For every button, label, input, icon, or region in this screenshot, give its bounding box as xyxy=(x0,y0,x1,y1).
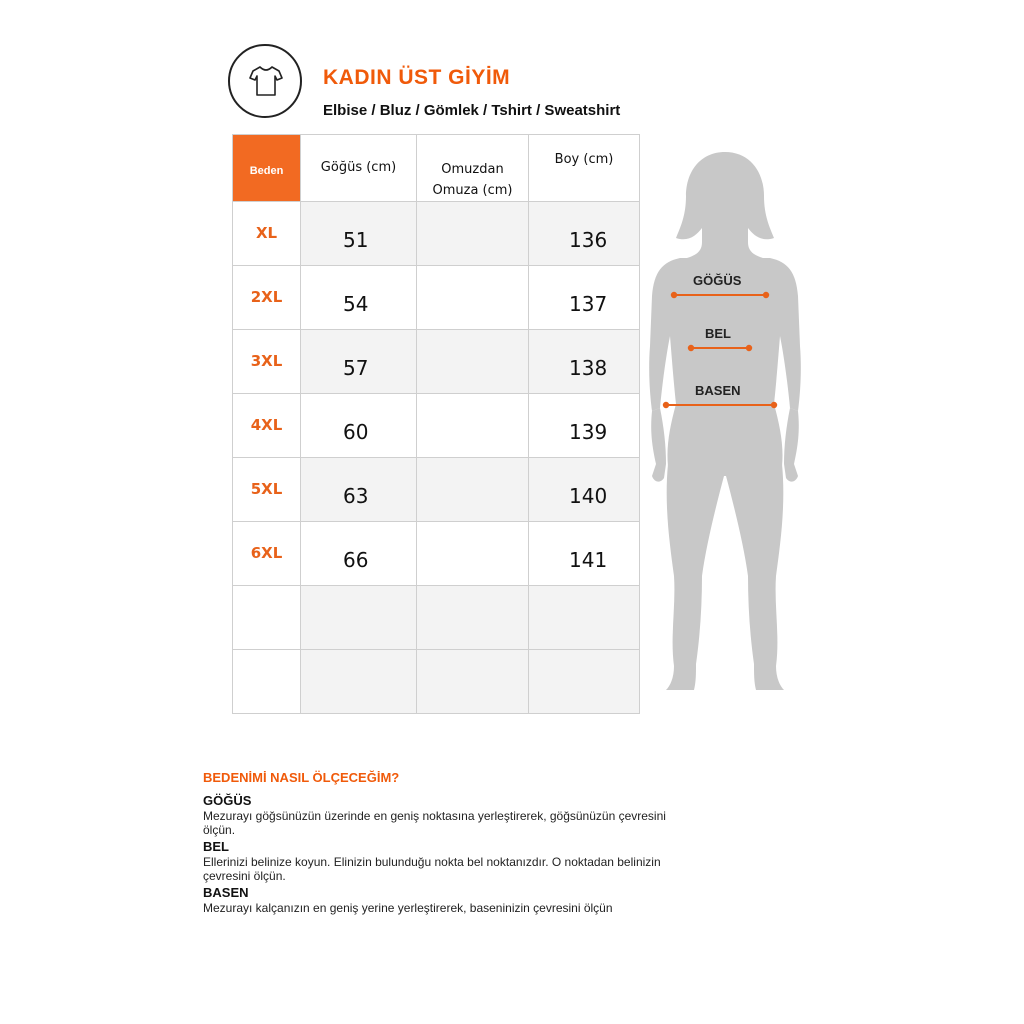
size-label: 6XL xyxy=(250,544,283,562)
gogus-cell xyxy=(301,330,417,394)
empty-cell xyxy=(529,586,640,650)
gogus-cell xyxy=(301,458,417,522)
size-cell xyxy=(233,330,301,394)
header-beden xyxy=(233,135,301,202)
size-label: 3XL xyxy=(250,352,283,370)
gogus-cell xyxy=(301,394,417,458)
woman-silhouette-icon xyxy=(640,146,810,694)
empty-cell xyxy=(417,650,529,714)
boy-cell xyxy=(529,522,640,586)
boy-value: 139 xyxy=(569,420,608,444)
boy-value: 141 xyxy=(569,548,608,572)
omuz-cell xyxy=(417,458,529,522)
waist-label: BEL xyxy=(705,326,731,341)
size-label: 4XL xyxy=(250,416,283,434)
omuz-value xyxy=(417,266,528,292)
size-label: 5XL xyxy=(250,480,283,498)
guide-section-title: BEL xyxy=(203,839,229,854)
boy-value: 138 xyxy=(569,356,608,380)
omuz-cell xyxy=(417,266,529,330)
guide-section-text: Mezurayı kalçanızın en geniş yerine yerleştirerek, baseninizin çevresini ölçün xyxy=(203,901,613,915)
header-label: Göğüs (cm) xyxy=(320,160,397,175)
omuz-value xyxy=(417,522,528,548)
empty-cell xyxy=(301,586,417,650)
size-table xyxy=(232,134,640,714)
omuz-cell xyxy=(417,202,529,266)
table-row xyxy=(233,266,640,330)
header-label: Omuzdan Omuza (cm) xyxy=(432,162,513,198)
gogus-value: 51 xyxy=(343,228,369,252)
size-cell xyxy=(233,458,301,522)
gogus-cell xyxy=(301,522,417,586)
size-cell xyxy=(233,266,301,330)
chest-label: GÖĞÜS xyxy=(693,273,742,288)
tshirt-logo xyxy=(228,44,302,118)
hip-label: BASEN xyxy=(695,383,741,398)
gogus-value: 57 xyxy=(343,356,369,380)
size-label: XL xyxy=(255,224,278,242)
size-cell xyxy=(233,202,301,266)
header-omuz xyxy=(417,135,529,202)
empty-cell xyxy=(417,586,529,650)
table-row xyxy=(233,458,640,522)
guide-question: BEDENİMİ NASIL ÖLÇECEĞİM? xyxy=(203,770,400,785)
boy-cell xyxy=(529,394,640,458)
gogus-value: 54 xyxy=(343,292,369,316)
guide-section-title: BASEN xyxy=(203,885,249,900)
table-row-empty xyxy=(233,586,640,650)
omuz-cell xyxy=(417,394,529,458)
page-title: KADIN ÜST GİYİM xyxy=(323,66,511,89)
body-silhouette xyxy=(640,146,810,699)
table-row xyxy=(233,394,640,458)
table-row xyxy=(233,202,640,266)
table-row xyxy=(233,330,640,394)
boy-cell xyxy=(529,202,640,266)
omuz-value xyxy=(417,202,528,228)
omuz-value xyxy=(417,394,528,420)
boy-value: 136 xyxy=(569,228,608,252)
page-subtitle: Elbise / Bluz / Gömlek / Tshirt / Sweatshirt xyxy=(323,102,621,119)
gogus-value: 66 xyxy=(343,548,369,572)
boy-cell xyxy=(529,458,640,522)
size-table-header xyxy=(233,135,640,202)
header-boy xyxy=(529,135,640,202)
boy-value: 140 xyxy=(569,484,608,508)
tshirt-icon xyxy=(248,64,284,98)
boy-cell xyxy=(529,330,640,394)
size-cell xyxy=(233,522,301,586)
guide-section-title: GÖĞÜS xyxy=(203,793,252,808)
empty-cell xyxy=(529,650,640,714)
table-row xyxy=(233,522,640,586)
gogus-cell xyxy=(301,202,417,266)
header-label: Boy (cm) xyxy=(554,152,614,167)
empty-cell xyxy=(233,650,301,714)
empty-cell xyxy=(233,586,301,650)
boy-cell xyxy=(529,266,640,330)
boy-value: 137 xyxy=(569,292,608,316)
size-label: 2XL xyxy=(250,288,283,306)
gogus-cell xyxy=(301,266,417,330)
omuz-cell xyxy=(417,522,529,586)
size-cell xyxy=(233,394,301,458)
omuz-value xyxy=(417,458,528,484)
header-gogus xyxy=(301,135,417,202)
omuz-value xyxy=(417,330,528,356)
gogus-value: 60 xyxy=(343,420,369,444)
header-label: Beden xyxy=(249,165,284,177)
measure-guide xyxy=(203,770,703,917)
omuz-cell xyxy=(417,330,529,394)
guide-section-text: Mezurayı göğsünüzün üzerinde en geniş noktasına yerleştirerek, göğsünüzün çevresini ölçün. xyxy=(203,809,666,837)
gogus-value: 63 xyxy=(343,484,369,508)
guide-section-text: Ellerinizi belinize koyun. Elinizin bulunduğu nokta bel noktanızdır. O noktadan belinizin çevresini ölçün. xyxy=(203,855,661,883)
table-row-empty xyxy=(233,650,640,714)
empty-cell xyxy=(301,650,417,714)
